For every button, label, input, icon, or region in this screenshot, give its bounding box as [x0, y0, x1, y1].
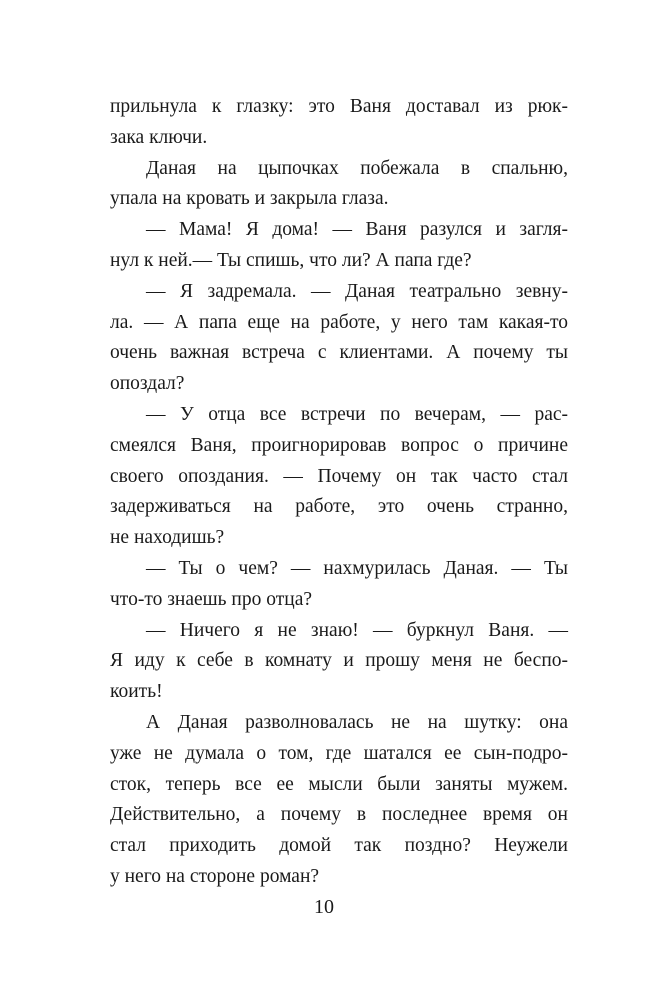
- text-line: А Даная разволновалась не на шутку: она: [146, 711, 568, 733]
- text-line: — У отца все встречи по вечерам, — рас-: [146, 403, 568, 425]
- page-number: 10: [314, 896, 334, 918]
- text-line: Я иду к себе в комнату и прошу меня не беспо-: [110, 650, 568, 672]
- text-line: стал приходить домой так поздно? Неужели: [110, 835, 568, 857]
- paragraph: [110, 616, 568, 708]
- text-line: что-то знаешь про отца?: [110, 588, 313, 610]
- text-line: — Я задремала. — Даная театрально зевну-: [146, 280, 568, 302]
- paragraph: [110, 277, 568, 400]
- text-line: зака ключи.: [110, 126, 208, 148]
- text-line: у него на стороне роман?: [110, 865, 320, 887]
- text-line: задерживаться на работе, это очень странно,: [110, 496, 568, 518]
- text-line: не находишь?: [110, 527, 225, 549]
- text-line: — Мама! Я дома! — Ваня разулся и загля-: [146, 219, 568, 241]
- text-line: — Ты о чем? — нахмурилась Даная. — Ты: [146, 557, 568, 579]
- text-line: нул к ней.— Ты спишь, что ли? А папа где?: [110, 249, 472, 271]
- paragraph: [110, 554, 568, 616]
- text-line: смеялся Ваня, проигнорировав вопрос о причине: [110, 434, 568, 456]
- paragraph: [110, 154, 568, 216]
- text-line: упала на кровать и закрыла глаза.: [110, 188, 389, 210]
- page-body-text: [110, 92, 568, 893]
- paragraph: [110, 215, 568, 277]
- text-line: Даная на цыпочках побежала в спальню,: [146, 157, 568, 179]
- text-line: ла. — А папа еще на работе, у него там какая-то: [110, 311, 568, 333]
- paragraph: [110, 708, 568, 893]
- text-line: своего опоздания. — Почему он так часто стал: [110, 465, 568, 487]
- text-line: сток, теперь все ее мысли были заняты мужем.: [110, 773, 568, 795]
- text-line: коить!: [110, 681, 163, 703]
- text-line: очень важная встреча с клиентами. А почему ты: [110, 342, 568, 364]
- paragraph: [110, 92, 568, 154]
- text-line: Действительно, а почему в последнее время он: [110, 804, 568, 826]
- text-line: — Ничего я не знаю! — буркнул Ваня. —: [146, 619, 568, 641]
- text-line: опоздал?: [110, 373, 185, 395]
- text-line: прильнула к глазку: это Ваня доставал из рюк-: [110, 96, 568, 117]
- paragraph: [110, 400, 568, 554]
- text-line: уже не думала о том, где шатался ее сын-подро-: [110, 742, 568, 764]
